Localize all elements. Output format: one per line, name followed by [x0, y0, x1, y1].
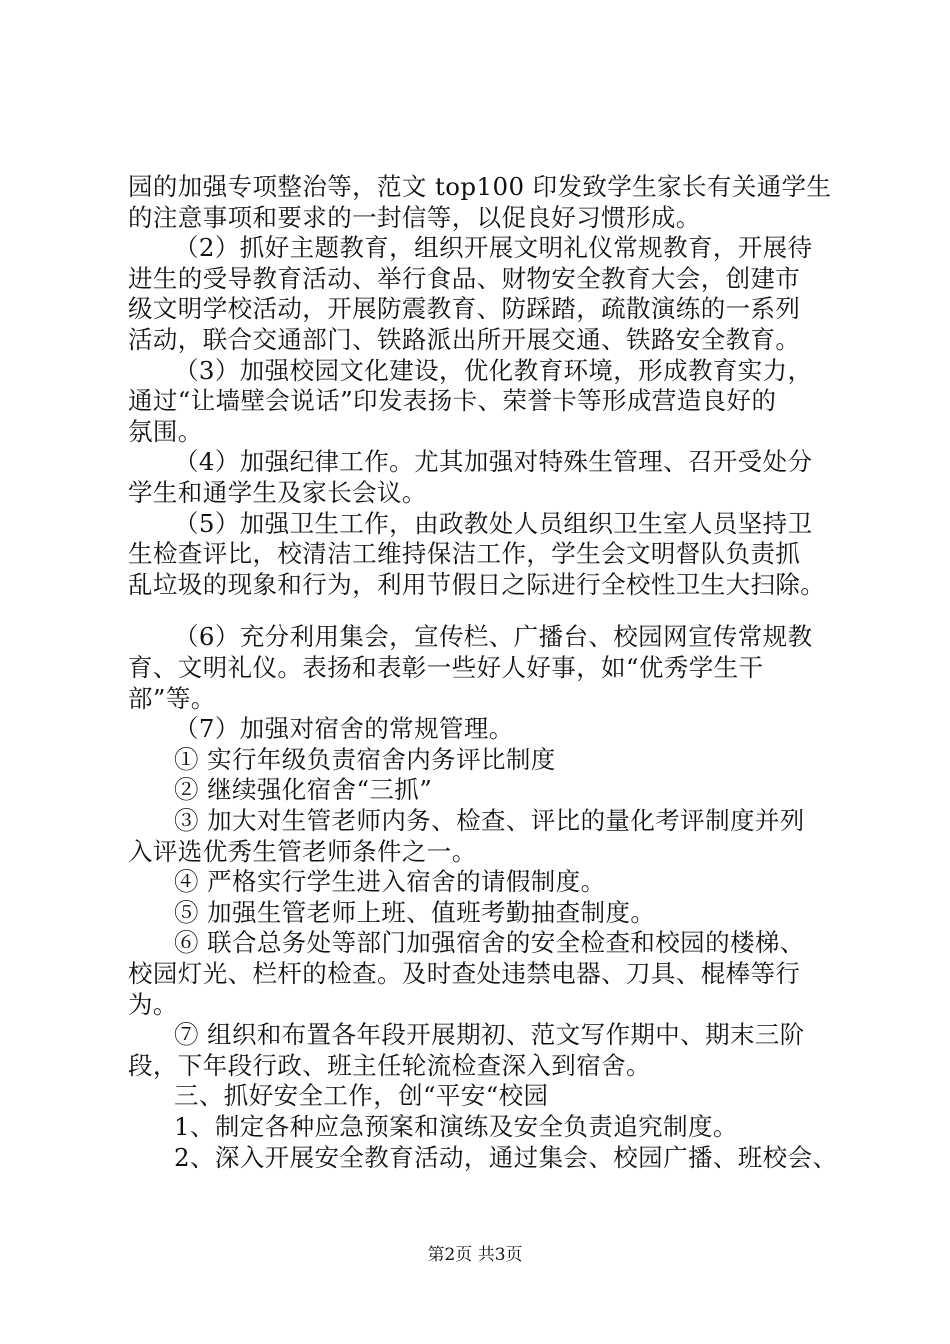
body-line: （6）充分利用集会，宣传栏、广播台、校园网宣传常规教 [174, 622, 813, 651]
body-line: （4）加强纪律工作。尤其加强对特殊生管理、召开受处分 [174, 447, 813, 476]
body-line: 校园灯光、栏杆的检查。及时查处违禁电器、刀具、棍棒等行 [128, 959, 801, 988]
body-line: 段，下年段行政、班主任轮流检查深入到宿舍。 [128, 1051, 651, 1080]
body-line: 氛围。 [128, 417, 203, 446]
body-line: 乱垃圾的现象和行为，利用节假日之际进行全校性卫生大扫除。 [128, 570, 826, 599]
body-line: ⑥ 联合总务处等部门加强宿舍的安全检查和校园的楼梯、 [174, 928, 805, 957]
body-line: （2）抓好主题教育，组织开展文明礼仪常规教育，开展待 [174, 233, 813, 262]
section-heading: 三、抓好安全工作，创“平安“校园 [174, 1081, 549, 1110]
body-line: ④ 严格实行学生进入宿舍的请假制度。 [174, 867, 606, 896]
body-line: 1、制定各种应急预案和演练及安全负责追究制度。 [174, 1112, 738, 1141]
body-line: 学生和通学生及家长会议。 [128, 478, 427, 507]
body-line: （5）加强卫生工作，由政教处人员组织卫生室人员坚持卫 [174, 509, 813, 538]
body-line: ② 继续强化宿舍“三抓” [174, 775, 433, 804]
body-line: ⑦ 组织和布置各年段开展期初、范文写作期中、期末三阶 [174, 1020, 805, 1049]
body-line: 园的加强专项整治等，范文 top100 印发致学生家长有关通学生 [128, 172, 832, 201]
page-footer: 第2页 共3页 [427, 1245, 523, 1265]
body-line: 为。 [128, 990, 178, 1019]
body-line: ③ 加大对生管老师内务、检查、评比的量化考评制度并列 [174, 806, 805, 835]
body-line: 的注意事项和要求的一封信等，以促良好习惯形成。 [128, 203, 701, 232]
body-line: 级文明学校活动，开展防震教育、防踩踏，疏散演练的一系列 [128, 294, 801, 323]
body-line: 通过“让墙壁会说话”印发表扬卡、荣誉卡等形成营造良好的 [128, 386, 777, 415]
body-line: 部”等。 [128, 684, 216, 713]
body-line: ⑤ 加强生管老师上班、值班考勤抽查制度。 [174, 898, 656, 927]
body-line: 入评选优秀生管老师条件之一。 [128, 837, 477, 866]
body-line: ① 实行年级负责宿舍内务评比制度 [174, 745, 556, 774]
body-line: （7）加强对宿舍的常规管理。 [174, 714, 514, 743]
body-line: 生检查评比，校清洁工维持保洁工作，学生会文明督队负责抓 [128, 539, 801, 568]
body-line: 2、深入开展安全教育活动，通过集会、校园广播、班校会、 [174, 1143, 838, 1172]
body-line: 育、文明礼仪。表扬和表彰一些好人好事，如“优秀学生干 [128, 653, 764, 682]
body-line: （3）加强校园文化建设，优化教育环境，形成教育实力， [174, 356, 813, 385]
body-line: 进生的受导教育活动、举行食品、财物安全教育大会，创建市 [128, 264, 801, 293]
body-line: 活动，联合交通部门、铁路派出所开展交通、铁路安全教育。 [128, 325, 801, 354]
